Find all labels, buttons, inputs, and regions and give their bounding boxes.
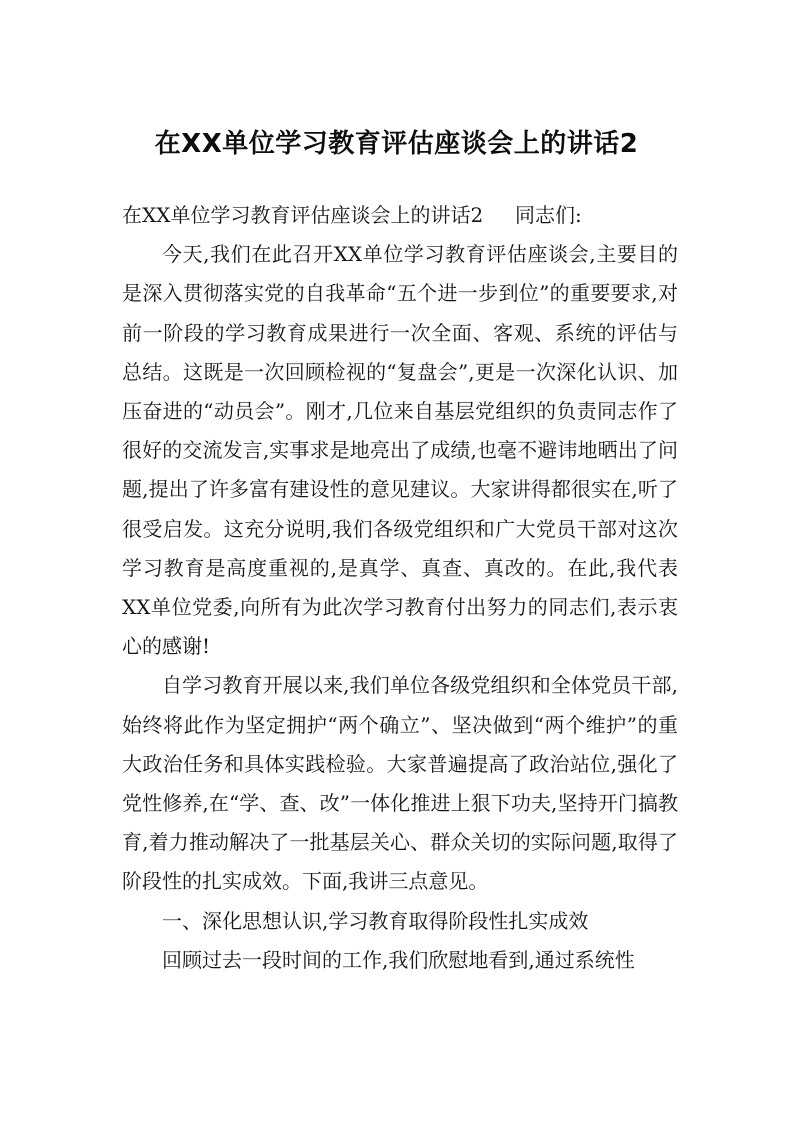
document-title: 在XX单位学习教育评估座谈会上的讲话2 bbox=[154, 129, 639, 159]
paragraph-review: 回顾过去一段时间的工作,我们欣慰地看到,通过系统性 bbox=[162, 947, 635, 972]
paragraph-opening: 今天,我们在此召开XX单位学习教育评估座谈会,主要目的是深入贯彻落实党的自我革命“五个进一步到位”的重要要求,对前一阶段的学习教育成果进行一次全面、客观、系统的评估与总结。这既是一次回顾检视的“复盘会”,更是一次深化认识、加压奋进的“动员会”。刚才,几位来自基层党组织的负责同志作了很好的交流发言,实事求是地亮出了成绩,也毫不避讳地晒出了问题,提出了许多富有建设性的意见建议。大家讲得都很实在,听了很受启发。这充分说明,我们各级党组织和广大党员干部对这次学习教育是高度重视的,是真学、真查、真改的。在此,我代表XX单位党委,向所有为此次学习教育付出努力的同志们,表示衷心的感谢! bbox=[122, 242, 678, 659]
paragraph-progress: 自学习教育开展以来,我们单位各级党组织和全体党员干部,始终将此作为坚定拥护“两个确立”、坚决做到“两个维护”的重大政治任务和具体实践检验。大家普遍提高了政治站位,强化了党性修养,在“学、查、改”一体化推进上狠下功夫,坚持开门搞教育,着力推动解决了一批基层关心、群众关切的实际问题,取得了阶段性的扎实成效。下面,我讲三点意见。 bbox=[122, 673, 678, 894]
lead-line: 在XX单位学习教育评估座谈会上的讲话2 同志们: bbox=[122, 203, 582, 227]
document-body bbox=[122, 196, 678, 980]
section-heading-1: 一、深化思想认识,学习教育取得阶段性扎实成效 bbox=[162, 908, 589, 933]
